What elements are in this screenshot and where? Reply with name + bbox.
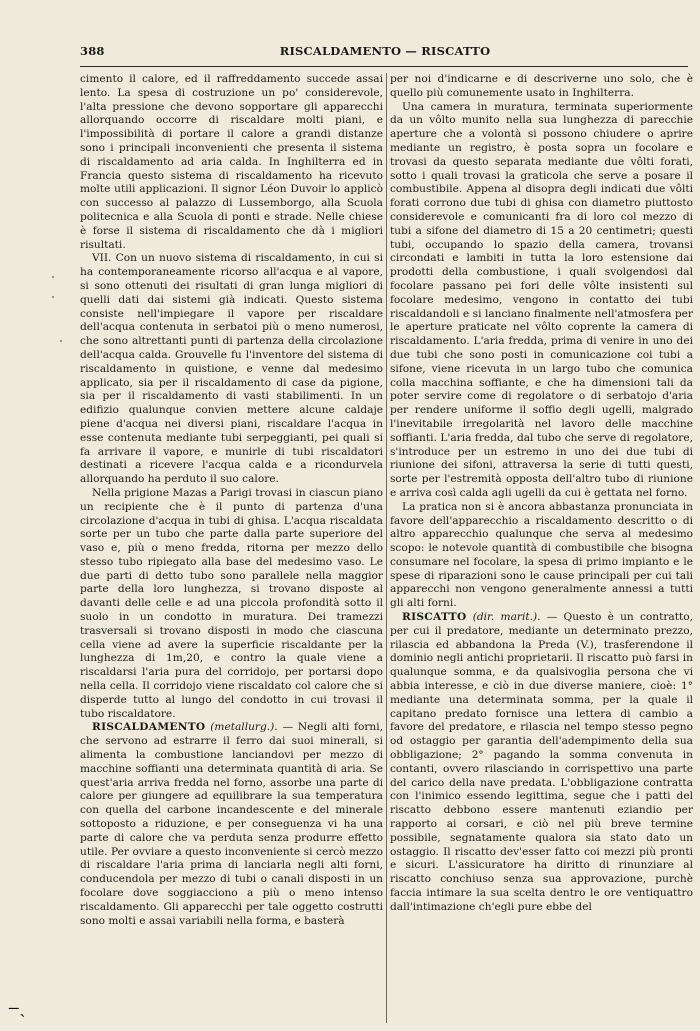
paragraph-text: VII. Con un nuovo sistema di riscaldamento, in cui si ha contemporaneamente ricorso all'acqua e al vapore, si sono ottenuti dei risultati di gran lunga migliori di quelli dati dai sistemi già indicati. Questo sistema consiste nell'impiegare il vapore per riscaldare dell'acqua contenuta in serbatoi più o meno numerosi, che sono altrettanti punti di partenza della circolazione dell'acqua calda. Grouvelle fu l'inventore del sistema di riscaldamento in quistione, e venne dal medesimo applicato, sia per il riscaldamento di case da pigione, sia per il riscaldamento di vasti stabilimenti. In un edifizio qualunque convien mettere alcune caldaje piene d'acqua nei diversi piani, riscaldare l'acqua in esse contenuta mediante tubi serpeggianti, pei quali si fa arrivare il vapore, e munirle di tubi riscaldatori destinati a ricevere l'acqua calda e a ricondurvela allorquando ha perduto il suo calore. bbox=[80, 252, 383, 486]
paragraph bbox=[80, 73, 383, 252]
entry-qualifier: (dir. marit.). bbox=[472, 611, 541, 624]
running-title: RISCALDAMENTO — RISCATTO bbox=[279, 44, 491, 58]
paragraph bbox=[80, 487, 383, 722]
paragraph-text: La pratica non si è ancora abbastanza pronunciata in favore dell'apparecchio a riscaldamento descritto o di altro apparecchio qualunque che serva al medesimo scopo: le notevole quantità di combustibile che bisogna consumare nel focolare, la spesa di primo impianto e le spese di riparazioni sono le cause principali per cui tali apparecchi non vengono generalmente annessi a tutti gli alti forni. bbox=[390, 500, 693, 610]
paragraph-text: Una camera in muratura, terminata superiormente da un vôlto munito nella sua lunghezza di parecchie aperture che a volontà si possono chiudere o aprire mediante un registro, è posta sopra un focolare e trovasi da questo separata mediante due vôlti forati, sotto i quali trovasi la graticola che serve a posare il combustibile. Appena al disopra degli indicati due vôlti forati corrono due tubi di ghisa con diametro piuttosto considerevole e comunicanti fra di loro col mezzo di tubi a sifone del diametro di 15 a 20 centimetri; questi tubi, occupando lo spazio della camera, trovansi circondati e lambiti in tutta la loro estensione dai prodotti della combustione, i quali svolgendosi dal focolare passano pei fori delle vôlte insistenti sul focolare medesimo, vengono in contatto dei tubi riscaldandoli e si lanciano finalmente nell'atmosfera per le aperture praticate nel vôlto coprente la camera di riscaldamento. L'aria fredda, prima di venire in uno dei due tubi che sono posti in comunicazione coi tubi a sifone, viene ricevuta in un largo tubo che comunica colla macchina soffiante, e che ha dimensioni tali da poter servire come di regolatore o di serbatojo d'aria per rendere uniforme il soffio degli ugelli, malgrado l'inevitabile irregolarità nel lavoro delle macchine soffianti. L'aria fredda, dal tubo che serve di regolatore, s'introduce per un estremo in uno dei due tubi di riunione dei sifoni, attraversa la serie di tutti questi, sorte per l'estremità opposta dell'altro tubo di riunione e arriva così calda agli ugelli da cui è gettata nel forno. bbox=[390, 100, 693, 499]
paragraph-text: Nella prigione Mazas a Parigi trovasi in ciascun piano un recipiente che è il punto di partenza d'una circolazione d'acqua in tubi di ghisa. L'acqua riscaldata sorte per un tubo che parte dalla parte superiore del vaso e, più o meno fredda, ritorna per mezzo dello stesso tubo ripiegato alla base del medesimo vaso. Le due parti di detto tubo sono parallele nella maggior parte della loro lunghezza, si trovano disposte al davanti delle celle e ad una piccola profondità sotto il suolo in un condotto in muratura. Dei tramezzi trasversali si trovano disposti in modo che ciascuna cella viene ad avere la superficie riscaldante per la lunghezza di 1m,20, e contro la quale viene a riscaldarsi l'aria pura del corridojo, per portarsi dopo nella cella. Il corridojo viene riscaldato col calore che si disperde tutto al lungo del condotto in cui trovasi il tubo riscaldatore. bbox=[80, 486, 383, 720]
paragraph-text: — Negli alti forni, che servono ad estrarre il ferro dai suoi minerali, si alimenta la combustione lanciandovi per mezzo di macchine soffianti una determinata quantità di aria. Se quest'aria arriva fredda nel forno, assorbe una parte di calore per giungere ad equilibrare la sua temperatura con quella del carbone incandescente e del minerale sottoposto a riduzione, e per conseguenza vi ha una parte di calore che va perduta senza produrre effetto utile. Per ovviare a questo inconveniente si cercò mezzo di riscaldare l'aria prima di lanciarla negli alti forni, conducendola per mezzo di tubi o canali disposti in un focolare dove soggiacciono a più o meno intenso riscaldamento. Gli apparecchi per tale oggetto costrutti sono molti e assai variabili nella forma, e basterà bbox=[80, 721, 383, 927]
page-number: 388 bbox=[80, 44, 105, 58]
paragraph-text: — Questo è un contratto, per cui il predatore, mediante un determinato prezzo, rilascia ed abbandona la Preda (V.), trasferendone il dominio negli antichi proprietarii. Il riscatto può farsi in qualunque somma, e da qualsivoglia persona che vi abbia interesse, e ciò in due diverse maniere, cioè: 1° mediante una determinata somma, per la quale il capitano predato fornisce una lettera di cambio a favore del predatore, e rilascia nel tempo stesso pegno od ostaggio per garantia dell'adempimento della sua obbligazione; 2° pagando la somma convenuta in contanti, ovvero rilasciando in corrispettivo una parte del carico della nave predata. L'obbligazione contratta con l'inimico essendo legittima, segue che i patti del riscatto debbono essere mantenuti eziandio per rapporto ai corsari, e ciò nel più breve termine possibile, segnatamente qualora sia stato dato un ostaggio. Il riscatto dev'esser fatto coi mezzi più pronti e sicuri. L'assicuratore ha diritto di rinunziare al riscatto conchiuso senza sua approvazione, purchè faccia intimare la sua scelta dentro le ore ventiquattro dall'intimazione ch'egli pure ebbe del bbox=[390, 611, 693, 913]
margin-speck bbox=[52, 296, 54, 298]
paragraph bbox=[390, 501, 693, 611]
margin-speck bbox=[52, 276, 54, 278]
paragraph bbox=[390, 611, 693, 915]
paragraph bbox=[80, 721, 383, 928]
right-text-column bbox=[390, 73, 693, 1023]
margin-ink-mark: ‒ˎ bbox=[8, 997, 26, 1018]
left-text-column bbox=[80, 73, 383, 1023]
entry-qualifier: (metallurg.). bbox=[210, 721, 278, 734]
running-header bbox=[80, 44, 690, 62]
paragraph bbox=[390, 73, 693, 101]
margin-speck bbox=[60, 340, 62, 342]
entry-term: RISCATTO bbox=[402, 611, 467, 624]
paragraph bbox=[80, 252, 383, 487]
paragraph bbox=[390, 101, 693, 501]
paragraph-text: per noi d'indicarne e di descriverne uno solo, che è quello più comunemente usato in Inghilterra. bbox=[390, 73, 693, 99]
column-divider bbox=[386, 73, 387, 1023]
header-rule bbox=[80, 66, 688, 67]
entry-term: RISCALDAMENTO bbox=[92, 721, 206, 734]
paragraph-text: cimento il calore, ed il raffreddamento succede assai lento. La spesa di costruzione un po' considerevole, l'alta pressione che devono sopportare gli apparecchi allorquando occorre di riscaldare molti piani, e l'impossibilità di portare il calore a grandi distanze sono i principali inconvenienti che presenta il sistema di riscaldamento ad aria calda. In Inghilterra ed in Francia questo sistema di riscaldamento ha ricevuto molte utili applicazioni. Il signor Léon Duvoir lo applicò con successo al palazzo di Lussemborgo, alla Scuola politecnica e alla Scuola di ponti e strade. Nelle chiese è forse il sistema di riscaldamento che dà i migliori risultati. bbox=[80, 73, 383, 251]
